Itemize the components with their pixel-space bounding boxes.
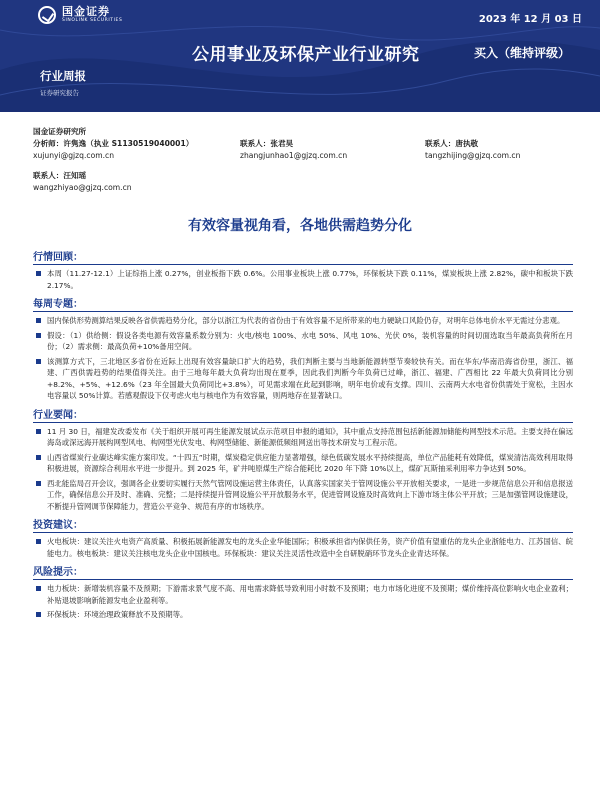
bullet-item: 西北能监局召开会议，强调各企业要切实履行天然气管网设施运营主体责任，认真落实国家关于管网设施公平开放相关要求，一是进一步规范信息公开和信息报送工作，确保信息公开及时、准确、完整；二是持续提升管网设施公平开放服务水平，促进管网设施及时高效向上下游市场主体公平开放；三是加强管网设施建设，不断提升管网调节保障能力，营造公平竞争、规范有序的市场秩序。 (33, 478, 573, 513)
report-type: 行业周报 (40, 69, 86, 83)
company-logo (38, 6, 122, 24)
report-header (0, 0, 600, 112)
logo-en: SINOLINK SECURITIES (62, 18, 123, 24)
analyst-entry (425, 138, 573, 162)
bullet-item: 火电板块：建议关注火电资产高质量、积极拓展新能源发电的龙头企业华能国际；积极承担省内保供任务，资产价值有望重估的龙头企业浙能电力、江苏国信、皖能电力。核电板块：建议关注核电龙头企业中国核电。环保板块：建议关注灵活性改造中全自研脱硝环节龙头企业青达环保。 (33, 536, 573, 559)
analyst-entry (240, 138, 425, 162)
analyst-email[interactable]: xujunyi@gjzq.com.cn (33, 151, 115, 160)
analyst-label: 分析师：许隽逸（执业 S1130519040001） (33, 139, 194, 148)
logo-cn: 国金证券 (62, 5, 110, 19)
report-title: 公用事业及环保产业行业研究 (192, 45, 420, 65)
report-body (33, 248, 573, 624)
bullet-item: 本周（11.27-12.1）上证综指上涨 0.27%，创业板指下跌 0.6%。公用事业板块上涨 0.77%，环保板块下跌 0.11%，煤炭板块上涨 2.82%，碳中和板块下跌 2.17%。 (33, 268, 573, 291)
analyst-label: 联系人：唐执敬 (425, 139, 479, 148)
bullet-item: 该测算方式下，三北地区多省份在近际上出现有效容量缺口扩大的趋势，我们判断主要与当地新能源转型节奏较快有关。而在华东/华南沿海省份里，浙江、福建、广西供需趋势的结果值得关注。由于三地每年最大负荷均出现在夏季，因此我们判断今年负荷已过峰，浙江、福建、广西相比 22 年最大负荷同比分别+8.2%、+5%、+12.6%（23 年全国最大负荷同比+3.8%），可见需求端在此起到影响，明年电价或有支撑。四川、云南两大水电省份供需处于宽松，主因水电容量以 50%计算。若感观假设下仅考虑火电与核电作为有效容量，则两地存在显著缺口。 (33, 356, 573, 402)
bullet-item: 环保板块：环境治理政策释放不及预期等。 (33, 609, 573, 621)
analyst-email[interactable]: tangzhijing@gjzq.com.cn (425, 151, 521, 160)
bullet-item: 国内保供形势测算结果反映各省供需趋势分化，部分以浙江为代表的省份由于有效容量不足所带来的电力硬缺口风险仍存，对明年总体电价水平无需过分悲观。 (33, 315, 573, 327)
report-subtype: 证券研究报告 (40, 89, 79, 97)
analyst-row (33, 138, 573, 162)
section-title-investment-advice: 投资建议： (33, 516, 573, 533)
analyst-block (33, 126, 573, 194)
bullet-item: 电力板块：新增装机容量不及预期；下游需求景气度不高、用电需求降低导致利用小时数不及预期；电力市场化进度不及预期；煤价维持高位影响火电企业盈利；补贴退坡影响新能源发电企业盈利等。 (33, 583, 573, 606)
rating-badge: 买入（维持评级） (474, 46, 571, 60)
research-institute: 国金证券研究所 (33, 127, 87, 136)
analyst-row (33, 170, 573, 194)
report-headline: 有效容量视角看，各地供需趋势分化 (188, 218, 412, 234)
bullet-item: 山西省煤炭行业碳达峰实施方案印发。“十四五”时期，煤炭稳定供应能力显著增强，绿色低碳发展水平持续提高，单位产品能耗有效降低，煤炭清洁高效利用取得积极进展，资源综合利用水平进一步提升。到 2025 年，矿井吨原煤生产综合能耗比 2020 年下降 10%以上，煤矿瓦斯抽采利用率力争达到 50%。 (33, 452, 573, 475)
analyst-label: 联系人：张君昊 (240, 139, 294, 148)
analyst-email[interactable]: wangzhiyao@gjzq.com.cn (33, 183, 132, 192)
analyst-email[interactable]: zhangjunhao1@gjzq.com.cn (240, 151, 348, 160)
section-title-risk-warning: 风险提示： (33, 563, 573, 580)
bullet-item: 假设：（1）供给侧：假设各类电源有效容量系数分别为：火电/核电 100%、水电 50%、风电 10%、光伏 0%，装机容量的时间切面选取当年最高负荷所在月份；（2）需求侧：最高负荷+10%备用空间。 (33, 330, 573, 353)
analyst-label: 联系人：汪知瑶 (33, 171, 87, 180)
logo-icon (38, 6, 56, 24)
report-date: 2023 年 12 月 03 日 (478, 14, 582, 25)
analyst-entry (33, 138, 240, 162)
section-title-weekly-topic: 每周专题： (33, 295, 573, 312)
bullet-item: 11 月 30 日，福建发改委发布《关于组织开展可再生能源发展试点示范项目申报的通知》，其中重点支持范围包括新能源加储能构网型技术示范。主要支持在偏远海岛或深远海开展构网型风电、构网型光伏发电、构网型储能、新能源低频组网送出等技术研发与工程示范。 (33, 426, 573, 449)
section-title-industry-news: 行业要闻： (33, 406, 573, 423)
analyst-entry (33, 170, 240, 194)
section-title-market-review: 行情回顾： (33, 248, 573, 265)
